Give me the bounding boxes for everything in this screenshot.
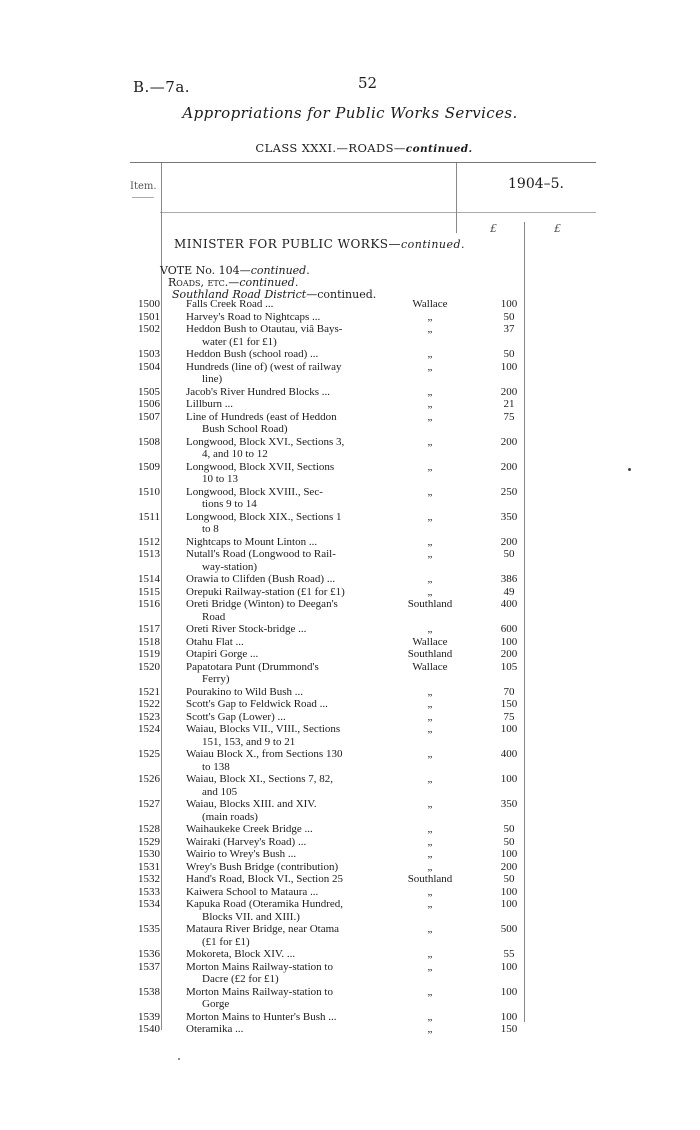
district-label: Southland Road District— bbox=[172, 288, 318, 301]
description-line: Longwood, Block XVI., Sections 3, bbox=[186, 435, 345, 448]
item-location: Southland bbox=[407, 648, 453, 660]
item-description bbox=[186, 723, 378, 748]
roads-label: Roads, etc.— bbox=[168, 276, 240, 289]
item-description bbox=[186, 661, 378, 686]
item-amount: 75 bbox=[503, 710, 515, 723]
item-location: „ bbox=[427, 548, 433, 560]
item-amount: 100 bbox=[500, 635, 518, 648]
item-amount: 100 bbox=[500, 898, 518, 910]
item-number: 1517 bbox=[138, 623, 160, 635]
description-line: Heddon Bush to Otautau, viâ Bays- bbox=[186, 323, 343, 335]
minister-heading bbox=[174, 237, 465, 251]
item-amount: 100 bbox=[500, 1010, 518, 1023]
description-line: Wairaki (Harvey's Road) ... bbox=[186, 835, 307, 848]
item-description bbox=[186, 436, 378, 461]
description-line: Waiau, Block XI., Sections 7, 82, bbox=[186, 773, 333, 785]
item-number: 1529 bbox=[138, 835, 160, 848]
item-location: „ bbox=[427, 710, 433, 723]
description-line: Oreti Bridge (Winton) to Deegan's bbox=[186, 598, 338, 610]
description-line: water (£1 for £1) bbox=[202, 335, 277, 348]
item-description bbox=[186, 461, 378, 486]
description-line: Road bbox=[202, 610, 226, 623]
item-description bbox=[186, 773, 378, 798]
item-location: Southland bbox=[407, 598, 453, 610]
class-heading-main: CLASS XXXI.—ROADS— bbox=[255, 141, 406, 155]
item-location: „ bbox=[427, 398, 433, 410]
item-amount: 100 bbox=[500, 960, 518, 973]
item-number: 1537 bbox=[138, 960, 160, 973]
description-line: line) bbox=[202, 373, 223, 385]
description-line: Jacob's River Hundred Blocks ... bbox=[186, 385, 331, 398]
item-amount: 350 bbox=[500, 798, 518, 810]
table-top-rule bbox=[130, 162, 596, 163]
item-location: „ bbox=[427, 1010, 433, 1023]
description-line: Line of Hundreds (east of Heddon bbox=[186, 410, 337, 423]
description-line: Heddon Bush (school road) ... bbox=[186, 348, 319, 360]
item-amount: 37 bbox=[503, 323, 515, 335]
description-line: (£1 for £1) bbox=[202, 935, 250, 948]
description-line: 4, and 10 to 12 bbox=[202, 448, 268, 460]
item-description bbox=[186, 398, 378, 411]
description-line: Blocks VII. and XIII.) bbox=[202, 910, 300, 923]
description-line: Bush School Road) bbox=[202, 423, 288, 435]
item-description bbox=[186, 536, 378, 549]
item-location: „ bbox=[427, 573, 433, 585]
item-description bbox=[186, 948, 378, 961]
vote-continued: continued. bbox=[250, 264, 310, 277]
item-location: „ bbox=[427, 835, 433, 848]
page-title: Appropriations for Public Works Services. bbox=[182, 104, 518, 122]
description-line: Hundreds (line of) (west of railway bbox=[186, 360, 342, 373]
item-number: 1508 bbox=[138, 435, 160, 448]
item-number: 1502 bbox=[138, 323, 160, 335]
item-location: „ bbox=[427, 823, 433, 835]
item-amount: 75 bbox=[503, 410, 515, 423]
description-line: and 105 bbox=[202, 785, 238, 798]
item-header-rule bbox=[132, 197, 154, 198]
item-location: „ bbox=[427, 460, 433, 473]
item-amount: 150 bbox=[500, 1023, 518, 1035]
item-number: 1524 bbox=[138, 723, 160, 735]
item-number: 1538 bbox=[138, 985, 160, 998]
item-location: „ bbox=[427, 723, 433, 735]
description-line: Nutall's Road (Longwood to Rail- bbox=[186, 548, 336, 560]
item-number: 1533 bbox=[138, 885, 160, 898]
item-number: 1530 bbox=[138, 848, 160, 860]
item-amount: 350 bbox=[500, 510, 518, 523]
item-amount: 200 bbox=[500, 435, 518, 448]
minister-label: MINISTER FOR PUBLIC WORKS— bbox=[174, 237, 402, 251]
item-number: 1523 bbox=[138, 710, 160, 723]
item-description bbox=[186, 823, 378, 836]
item-amount: 400 bbox=[500, 598, 518, 610]
item-description bbox=[186, 1011, 378, 1024]
item-number: 1527 bbox=[138, 798, 160, 810]
item-amount: 200 bbox=[500, 535, 518, 548]
item-number: 1511 bbox=[138, 510, 160, 523]
item-amount: 200 bbox=[500, 648, 518, 660]
description-line: Longwood, Block XVII, Sections bbox=[186, 460, 335, 473]
item-number: 1540 bbox=[138, 1023, 160, 1035]
item-number: 1525 bbox=[138, 748, 160, 760]
item-location: Southland bbox=[407, 873, 453, 885]
description-line: (main roads) bbox=[202, 810, 258, 823]
description-line: to 138 bbox=[202, 760, 230, 773]
description-line: Harvey's Road to Nightcaps ... bbox=[186, 310, 321, 323]
item-number: 1519 bbox=[138, 648, 160, 660]
item-number: 1536 bbox=[138, 948, 160, 960]
description-line: Waiau, Blocks XIII. and XIV. bbox=[186, 798, 317, 810]
description-line: Otahu Flat ... bbox=[186, 635, 244, 648]
description-line: Scott's Gap (Lower) ... bbox=[186, 710, 286, 723]
pound-header-2: £ bbox=[554, 222, 561, 235]
item-location: „ bbox=[427, 310, 433, 323]
item-location: „ bbox=[427, 885, 433, 898]
description-line: Waihaukeke Creek Bridge ... bbox=[186, 823, 313, 835]
item-location: „ bbox=[427, 960, 433, 973]
item-description bbox=[186, 698, 378, 711]
item-column-header: Item. bbox=[130, 181, 157, 192]
description-line: Scott's Gap to Feldwick Road ... bbox=[186, 698, 328, 710]
item-description bbox=[186, 298, 378, 311]
page-number: 52 bbox=[358, 74, 378, 92]
item-number: 1518 bbox=[138, 635, 160, 648]
description-line: Hand's Road, Block VI., Section 25 bbox=[186, 873, 343, 885]
item-description bbox=[186, 323, 378, 348]
description-line: Orepuki Railway-station (£1 for £1) bbox=[186, 585, 345, 598]
item-location: „ bbox=[427, 485, 433, 498]
description-line: Mataura River Bridge, near Otama bbox=[186, 923, 340, 935]
item-location: „ bbox=[427, 848, 433, 860]
document-reference: B.—7a. bbox=[133, 78, 191, 96]
description-line: Kaiwera School to Mataura ... bbox=[186, 885, 319, 898]
item-number: 1521 bbox=[138, 685, 160, 698]
item-location: „ bbox=[427, 685, 433, 698]
item-amount: 500 bbox=[500, 923, 518, 935]
pound-header-1: £ bbox=[490, 222, 497, 235]
description-line: Oreti River Stock-bridge ... bbox=[186, 623, 307, 635]
item-location: „ bbox=[427, 1023, 433, 1035]
item-location: „ bbox=[427, 385, 433, 398]
item-amount: 400 bbox=[500, 748, 518, 760]
header-bottom-rule bbox=[160, 212, 596, 213]
item-location: „ bbox=[427, 585, 433, 598]
item-description bbox=[186, 598, 378, 623]
item-number: 1539 bbox=[138, 1010, 160, 1023]
item-location: „ bbox=[427, 535, 433, 548]
item-description bbox=[186, 636, 378, 649]
item-description bbox=[186, 686, 378, 699]
item-description bbox=[186, 923, 378, 948]
item-amount: 50 bbox=[503, 873, 515, 885]
item-amount: 100 bbox=[500, 298, 518, 310]
item-number: 1531 bbox=[138, 860, 160, 873]
description-line: Gorge bbox=[202, 998, 230, 1010]
item-number: 1522 bbox=[138, 698, 160, 710]
item-description bbox=[186, 548, 378, 573]
item-description bbox=[186, 848, 378, 861]
year-column-header: 1904–5. bbox=[508, 176, 564, 192]
item-amount: 600 bbox=[500, 623, 518, 635]
item-amount: 100 bbox=[500, 723, 518, 735]
item-location: „ bbox=[427, 348, 433, 360]
item-location: „ bbox=[427, 860, 433, 873]
item-location: „ bbox=[427, 410, 433, 423]
minister-continued: continued. bbox=[401, 238, 466, 251]
item-location: „ bbox=[427, 360, 433, 373]
item-amount: 50 bbox=[503, 348, 515, 360]
item-amount: 100 bbox=[500, 848, 518, 860]
item-description bbox=[186, 348, 378, 361]
page-mark bbox=[178, 1058, 180, 1060]
item-amount: 150 bbox=[500, 698, 518, 710]
item-description bbox=[186, 898, 378, 923]
description-line: Kapuka Road (Oteramika Hundred, bbox=[186, 898, 344, 910]
item-description bbox=[186, 961, 378, 986]
item-number: 1501 bbox=[138, 310, 160, 323]
item-location: „ bbox=[427, 510, 433, 523]
description-line: Morton Mains Railway-station to bbox=[186, 985, 333, 998]
item-number: 1514 bbox=[138, 573, 160, 585]
item-description bbox=[186, 711, 378, 724]
description-line: Longwood, Block XIX., Sections 1 bbox=[186, 510, 342, 523]
item-location: Wallace bbox=[412, 635, 448, 648]
description-line: Wairio to Wrey's Bush ... bbox=[186, 848, 297, 860]
item-description bbox=[186, 586, 378, 599]
location-column-rule bbox=[456, 163, 457, 233]
item-description bbox=[186, 623, 378, 636]
item-number: 1532 bbox=[138, 873, 160, 885]
description-line: to 8 bbox=[202, 523, 219, 535]
item-number: 1515 bbox=[138, 585, 160, 598]
item-location: „ bbox=[427, 898, 433, 910]
item-amount: 200 bbox=[500, 385, 518, 398]
item-description bbox=[186, 648, 378, 661]
description-line: Waiau, Blocks VII., VIII., Sections bbox=[186, 723, 341, 735]
item-amount: 70 bbox=[503, 685, 515, 698]
item-number: 1528 bbox=[138, 823, 160, 835]
item-amount: 50 bbox=[503, 310, 515, 323]
description-line: Otapiri Gorge ... bbox=[186, 648, 259, 660]
item-location: „ bbox=[427, 698, 433, 710]
description-line: Morton Mains Railway-station to bbox=[186, 960, 333, 973]
item-location: „ bbox=[427, 948, 433, 960]
item-amount: 49 bbox=[503, 585, 515, 598]
item-amount: 386 bbox=[500, 573, 518, 585]
item-number: 1513 bbox=[138, 548, 160, 560]
item-description bbox=[186, 873, 378, 886]
class-heading-continued: continued. bbox=[405, 143, 473, 155]
item-number: 1526 bbox=[138, 773, 160, 785]
item-description bbox=[186, 986, 378, 1011]
item-description bbox=[186, 386, 378, 399]
description-line: Nightcaps to Mount Linton ... bbox=[186, 535, 318, 548]
item-location: „ bbox=[427, 435, 433, 448]
description-line: Orawia to Clifden (Bush Road) ... bbox=[186, 573, 336, 585]
item-amount: 50 bbox=[503, 823, 515, 835]
item-description bbox=[186, 573, 378, 586]
item-number: 1535 bbox=[138, 923, 160, 935]
item-amount: 100 bbox=[500, 773, 518, 785]
item-description bbox=[186, 486, 378, 511]
description-line: Dacre (£2 for £1) bbox=[202, 973, 279, 985]
item-amount: 100 bbox=[500, 885, 518, 898]
description-line: Pourakino to Wild Bush ... bbox=[186, 685, 303, 698]
item-description bbox=[186, 361, 378, 386]
description-line: way-station) bbox=[202, 560, 257, 573]
item-description bbox=[186, 836, 378, 849]
roads-continued: continued. bbox=[239, 276, 299, 289]
description-line: Oteramika ... bbox=[186, 1023, 244, 1035]
item-amount: 250 bbox=[500, 485, 518, 498]
item-location: „ bbox=[427, 798, 433, 810]
description-line: Morton Mains to Hunter's Bush ... bbox=[186, 1010, 337, 1023]
description-line: Papatotara Punt (Drummond's bbox=[186, 660, 319, 673]
item-amount: 55 bbox=[503, 948, 515, 960]
description-line: 151, 153, and 9 to 21 bbox=[202, 735, 296, 748]
description-line: Ferry) bbox=[202, 673, 230, 685]
item-description bbox=[186, 861, 378, 874]
item-number: 1504 bbox=[138, 360, 160, 373]
item-amount: 200 bbox=[500, 460, 518, 473]
item-number: 1506 bbox=[138, 398, 160, 410]
item-location: „ bbox=[427, 748, 433, 760]
item-number: 1534 bbox=[138, 898, 160, 910]
item-amount: 21 bbox=[503, 398, 515, 410]
item-description bbox=[186, 886, 378, 899]
item-location: „ bbox=[427, 323, 433, 335]
description-line: Longwood, Block XVIII., Sec- bbox=[186, 485, 323, 498]
item-number: 1510 bbox=[138, 485, 160, 498]
item-location: „ bbox=[427, 623, 433, 635]
item-description bbox=[186, 748, 378, 773]
item-amount: 200 bbox=[500, 860, 518, 873]
description-line: tions 9 to 14 bbox=[202, 498, 257, 510]
description-line: Falls Creek Road ... bbox=[186, 298, 274, 310]
item-column-rule bbox=[161, 163, 162, 1030]
item-location: Wallace bbox=[412, 298, 448, 310]
item-number: 1509 bbox=[138, 460, 160, 473]
district-continued: continued. bbox=[317, 288, 377, 301]
description-line: Lillburn ... bbox=[186, 398, 234, 410]
item-location: „ bbox=[427, 773, 433, 785]
item-amount: 100 bbox=[500, 985, 518, 998]
item-description bbox=[186, 798, 378, 823]
item-location: „ bbox=[427, 985, 433, 998]
description-line: Wrey's Bush Bridge (contribution) bbox=[186, 860, 339, 873]
item-number: 1503 bbox=[138, 348, 160, 360]
vote-label: VOTE No. 104— bbox=[160, 264, 251, 277]
description-line: 10 to 13 bbox=[202, 473, 239, 485]
class-heading bbox=[0, 141, 700, 155]
item-amount: 100 bbox=[500, 360, 518, 373]
item-description bbox=[186, 411, 378, 436]
item-description bbox=[186, 511, 378, 536]
description-line: Waiau Block X., from Sections 130 bbox=[186, 748, 343, 760]
item-amount: 105 bbox=[500, 660, 518, 673]
item-number: 1505 bbox=[138, 385, 160, 398]
item-location: Wallace bbox=[412, 660, 448, 673]
item-amount: 50 bbox=[503, 835, 515, 848]
item-description bbox=[186, 1023, 378, 1036]
description-line: Mokoreta, Block XIV. ... bbox=[186, 948, 296, 960]
item-location: „ bbox=[427, 923, 433, 935]
item-number: 1520 bbox=[138, 660, 160, 673]
item-number: 1507 bbox=[138, 410, 160, 423]
item-description bbox=[186, 311, 378, 324]
item-number: 1512 bbox=[138, 535, 160, 548]
item-number: 1500 bbox=[138, 298, 160, 310]
item-amount: 50 bbox=[503, 548, 515, 560]
page-mark bbox=[628, 468, 631, 471]
item-number: 1516 bbox=[138, 598, 160, 610]
